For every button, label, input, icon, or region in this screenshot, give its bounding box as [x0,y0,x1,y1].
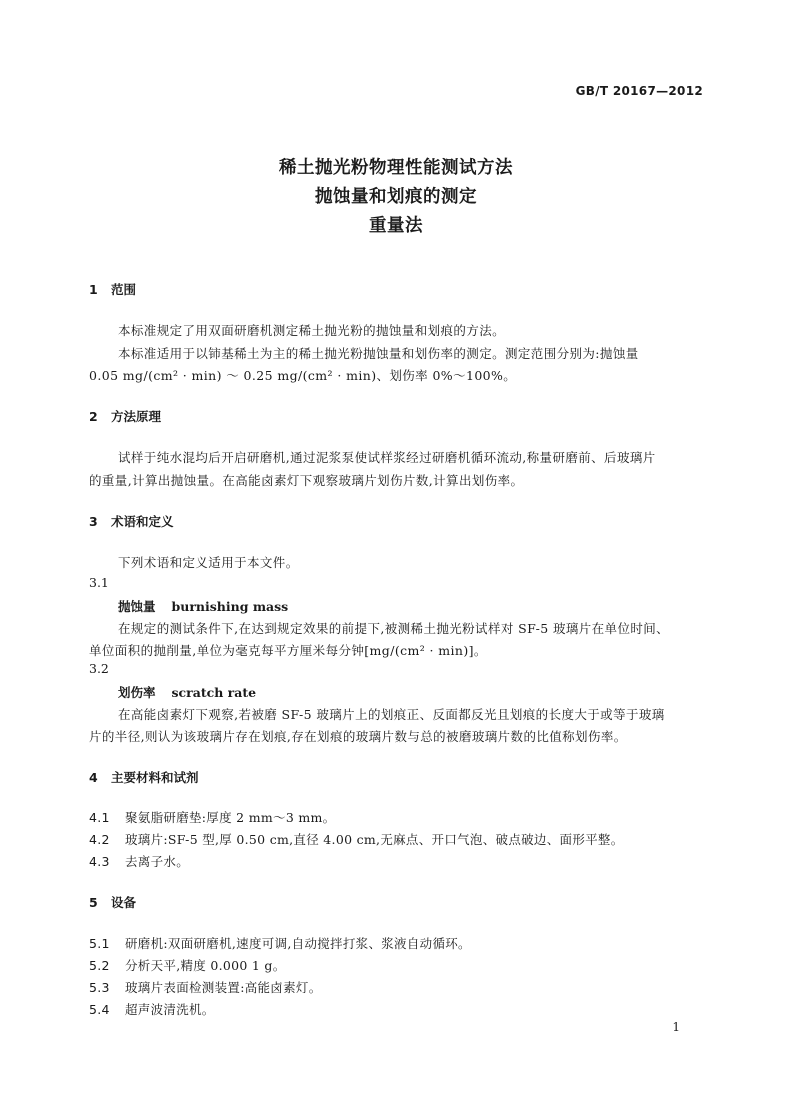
item-text: 去离子水。 [125,854,190,869]
paragraph: 本标准规定了用双面研磨机测定稀土抛光粉的抛蚀量和划痕的方法。 [118,323,506,338]
document-title-line1: 稀土抛光粉物理性能测试方法 [279,158,513,178]
item-text: 聚氨脂研磨垫:厚度 2 mm～3 mm。 [125,810,336,825]
term-definition: 在规定的测试条件下,在达到规定效果的前提下,被测稀土抛光粉试样对 SF-5 玻璃片在单位时间、 [118,621,670,636]
list-item [89,852,189,870]
list-item [89,978,322,996]
section-title: 方法原理 [111,409,162,424]
section-heading-equipment [89,893,136,911]
section-number: 5 [89,895,98,910]
term-zh: 抛蚀量 [118,599,156,614]
section-title: 主要材料和试剂 [111,770,199,785]
item-number: 4.2 [89,832,110,847]
term-en: burnishing mass [171,599,289,614]
term-entry [118,683,256,701]
item-number: 5.4 [89,1002,110,1017]
item-text: 研磨机:双面研磨机,速度可调,自动搅拌打浆、浆液自动循环。 [125,936,471,951]
paragraph: 下列术语和定义适用于本文件。 [118,555,299,570]
section-title: 设备 [111,895,137,910]
term-definition-continuation: 单位面积的抛削量,单位为毫克每平方厘米每分钟[mg/(cm² · min)]。 [89,643,487,658]
term-en: scratch rate [171,685,257,700]
document-title-line2: 抛蚀量和划痕的测定 [315,187,477,207]
term-zh: 划伤率 [118,685,156,700]
paragraph-continuation: 0.05 mg/(cm² · min) ～ 0.25 mg/(cm² · min)、划伤率 0%～100%。 [89,368,517,383]
section-heading-terms [89,512,174,530]
section-number: 4 [89,770,98,785]
section-title: 范围 [111,282,137,297]
item-text: 玻璃片表面检测装置:高能卤素灯。 [125,980,322,995]
list-item [89,1000,215,1018]
section-title: 术语和定义 [111,514,174,529]
clause-number: 3.2 [89,661,109,676]
term-definition-continuation: 片的半径,则认为该玻璃片存在划痕,存在划痕的玻璃片数与总的被磨玻璃片数的比值称划伤率。 [89,729,627,744]
list-item [89,808,335,826]
section-number: 2 [89,409,98,424]
paragraph-continuation: 的重量,计算出抛蚀量。在高能卤素灯下观察玻璃片划伤片数,计算出划伤率。 [89,473,524,488]
item-text: 超声波清洗机。 [125,1002,215,1017]
item-number: 4.1 [89,810,110,825]
section-heading-principle [89,407,161,425]
term-definition: 在高能卤素灯下观察,若被磨 SF-5 玻璃片上的划痕正、反面都反光且划痕的长度大于或等于玻璃 [118,707,665,722]
item-number: 5.1 [89,936,110,951]
clause-number: 3.1 [89,575,109,590]
item-number: 5.2 [89,958,110,973]
section-number: 1 [89,282,98,297]
section-heading-materials [89,768,199,786]
paragraph: 本标准适用于以铈基稀土为主的稀土抛光粉抛蚀量和划伤率的测定。测定范围分别为:抛蚀量 [118,346,639,361]
item-number: 4.3 [89,854,110,869]
item-text: 分析天平,精度 0.000 1 g。 [125,958,286,973]
list-item [89,956,286,974]
list-item [89,934,471,952]
page-number: 1 [672,1020,680,1034]
document-title-line3: 重量法 [369,216,423,236]
item-number: 5.3 [89,980,110,995]
item-text: 玻璃片:SF-5 型,厚 0.50 cm,直径 4.00 cm,无麻点、开口气泡、破点破边、面形平整。 [125,832,624,847]
section-heading-scope [89,280,136,298]
term-entry [118,597,288,615]
list-item [89,830,624,848]
paragraph: 试样于纯水混均后开启研磨机,通过泥浆泵使试样浆经过研磨机循环流动,称量研磨前、后玻璃片 [118,450,656,465]
standard-number: GB/T 20167—2012 [575,84,703,98]
section-number: 3 [89,514,98,529]
